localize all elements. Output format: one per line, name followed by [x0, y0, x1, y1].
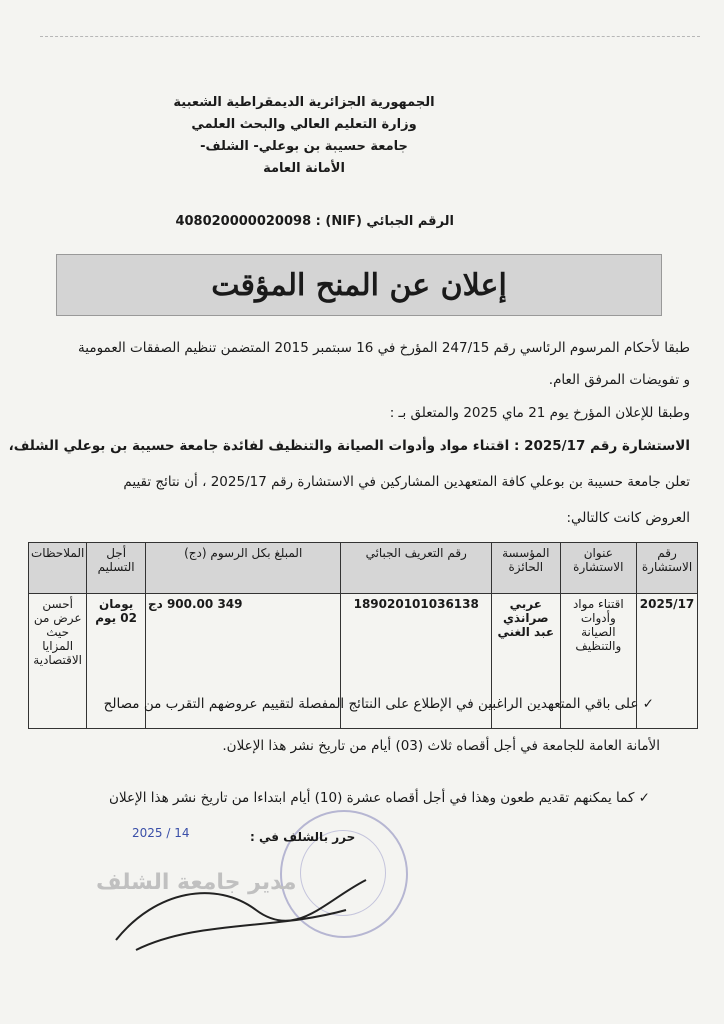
tax-id: الرقم الجبائي (NIF) : 408020000020098: [175, 214, 454, 229]
header-cell: رقم التعريف الجبائي: [341, 543, 492, 594]
handwritten-signature: [96, 850, 396, 970]
table-cell: أحسن عرض من حيث المزايا الاقتصادية: [29, 594, 87, 729]
paragraph-3: وطبقا للإعلان المؤرخ يوم 21 ماي 2025 والمتعلق بـ :: [389, 405, 690, 421]
header-cell: عنوان الاستشارة: [560, 543, 636, 594]
note-2: الأمانة العامة للجامعة في أجل أقصاه ثلاث (03) أيام من تاريخ نشر هذا الإعلان.: [222, 738, 660, 754]
announcement-title: إعلان عن المنح المؤقت: [56, 254, 662, 316]
paragraph-6: العروض كانت كالتالي:: [566, 510, 690, 526]
paragraph-1: طبقا لأحكام المرسوم الرئاسي رقم 247/15 المؤرخ في 16 سبتمبر 2015 المتضمن تنظيم الصفقات العمومية: [78, 340, 690, 356]
table-header-row: [29, 543, 698, 594]
table-cell: عربي صرانذي عبد الغني: [491, 594, 560, 729]
table-cell: يومان 02 يوم: [87, 594, 146, 729]
university-line: جامعة حسيبة بن بوعلي- الشلف-: [200, 139, 408, 154]
director-stamp: مدير جامعة الشلف: [96, 870, 297, 895]
header-cell: المبلغ بكل الرسوم (دج): [145, 543, 341, 594]
table-cell: 2025/17: [637, 594, 698, 729]
table-cell: 189020101036138: [341, 594, 492, 729]
top-dashed-line: [40, 36, 700, 37]
header-cell: أجل التسليم: [87, 543, 146, 594]
signature-date: 2025 / 14: [132, 826, 190, 840]
table-cell: اقتناء مواد وأدوات الصيانة والتنظيف: [560, 594, 636, 729]
secretariat-line: الأمانة العامة: [263, 161, 345, 176]
institution-header: [154, 92, 454, 180]
header-cell: المؤسسة الحائزة: [491, 543, 560, 594]
note-1: ✓ على باقي المتعهدين الراغبين في الإطلاع على النتائج المفصلة لتقييم عروضهم التقرب من مصالح: [103, 696, 654, 712]
header-cell: الملاحظات: [29, 543, 87, 594]
paragraph-4: الاستشارة رقم 2025/17 : اقتناء مواد وأدوات الصيانة والتنظيف لفائدة جامعة حسيبة بن بوعلي الشلف،: [8, 438, 690, 454]
note-3: ✓ كما يمكنهم تقديم طعون وهذا في أجل أقصاه عشرة (10) أيام ابتداءا من تاريخ نشر هذا الإعلان: [109, 790, 650, 806]
paragraph-5: تعلن جامعة حسيبة بن بوعلي كافة المتعهدين المشاركين في الاستشارة رقم 2025/17 ، أن نتائج تقييم: [123, 474, 690, 490]
paragraph-2: و تفويضات المرفق العام.: [548, 372, 690, 388]
done-at-label: حرر بالشلف في :: [250, 830, 356, 844]
ministry-line: وزارة التعليم العالي والبحث العلمي: [191, 117, 417, 132]
republic-line: الجمهورية الجزائرية الديمقراطية الشعبية: [173, 95, 435, 110]
header-cell: رقم الاستشارة: [637, 543, 698, 594]
table-cell: 349 900.00 دج: [145, 594, 341, 729]
